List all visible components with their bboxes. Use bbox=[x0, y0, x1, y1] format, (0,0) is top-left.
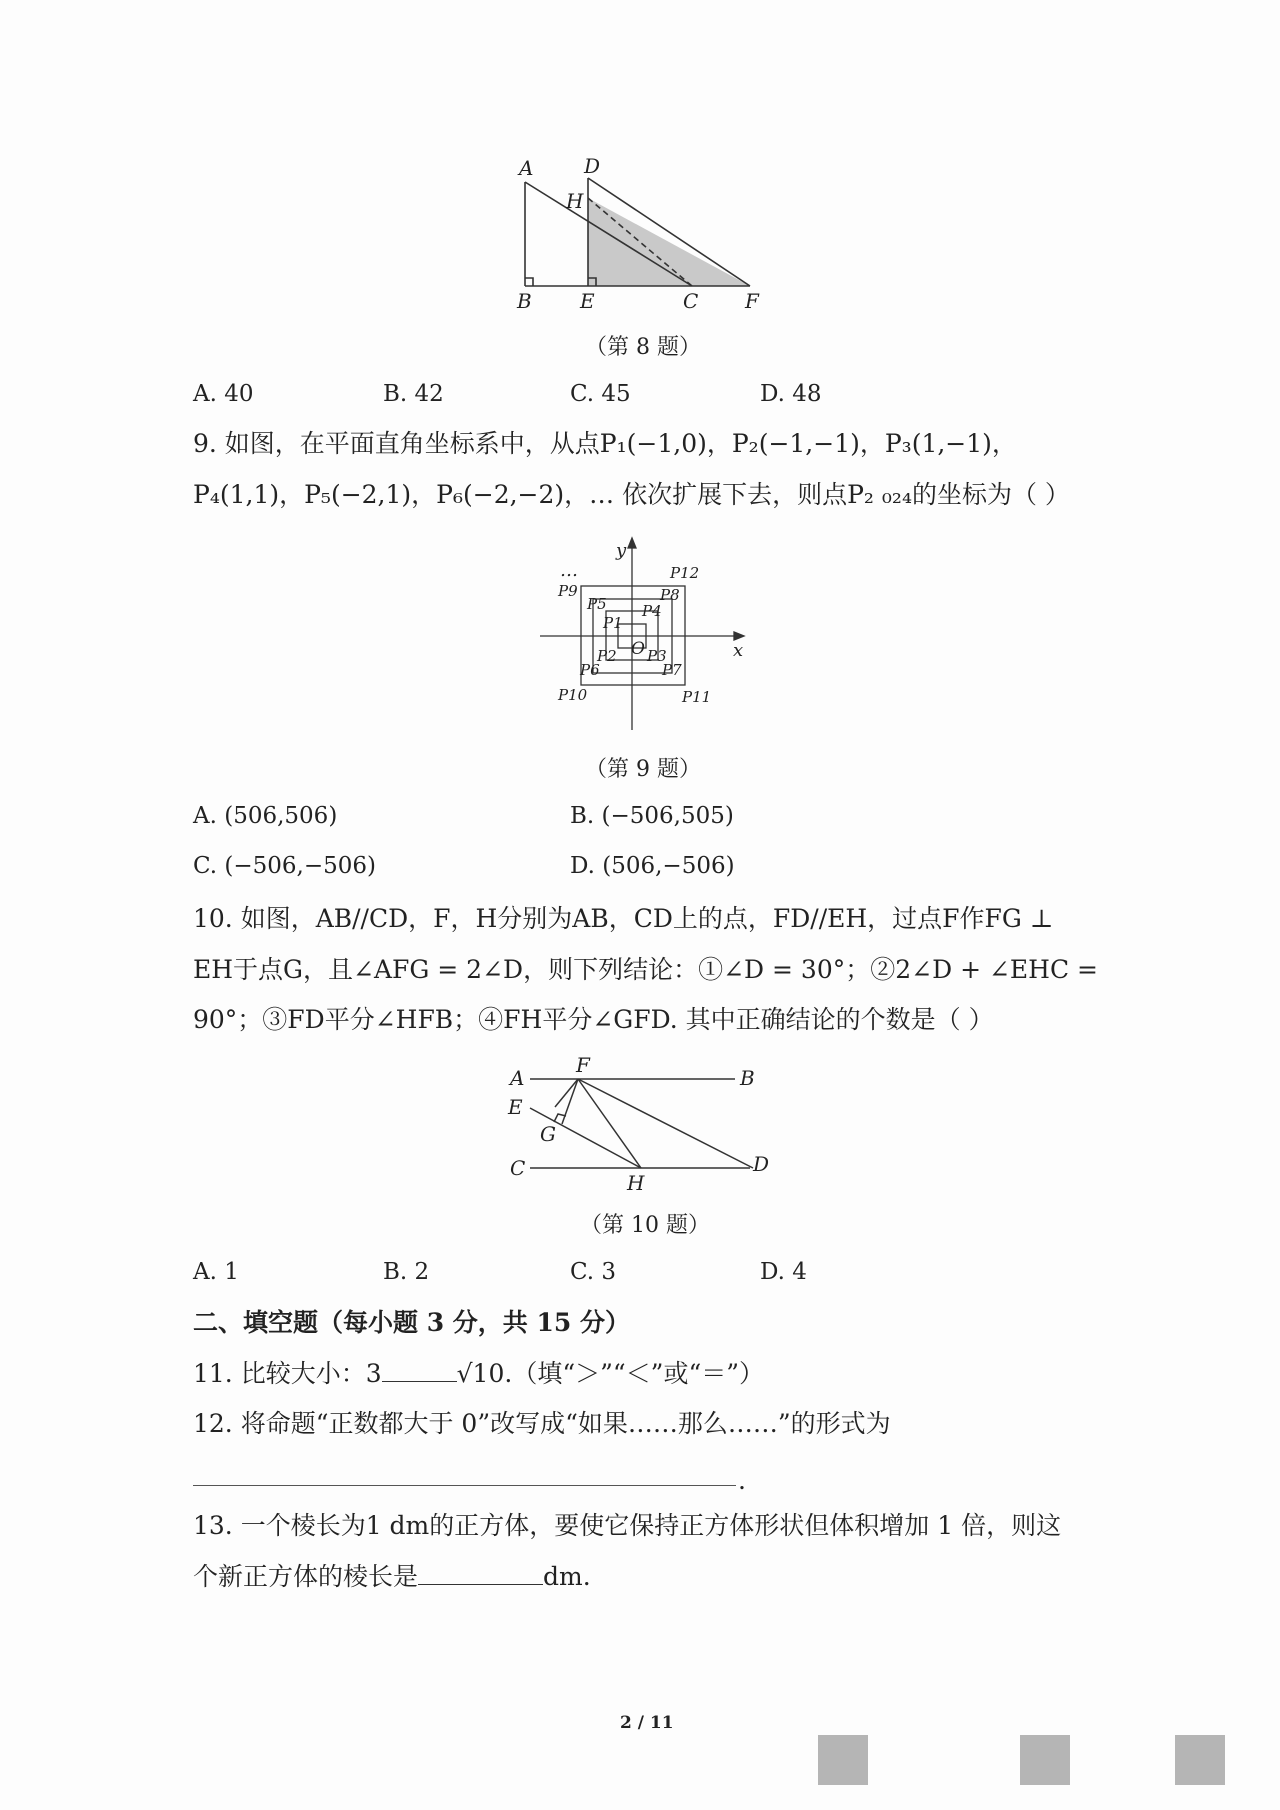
q11-prefix: 11. 比较大小：3 bbox=[193, 1359, 382, 1388]
q8-label-d: D bbox=[584, 154, 601, 178]
q9-text-line2: P₄(1,1)，P₅(−2,1)，P₆(−2,−2)，… 依次扩展下去，则点P₂ ₀₂₄的坐标为（ ） bbox=[193, 480, 1070, 509]
q8-caption: （第 8 题） bbox=[585, 335, 701, 360]
q9-label-p10: P10 bbox=[558, 686, 588, 704]
q12-answer-blank[interactable] bbox=[193, 1485, 736, 1486]
section-title: 二、填空题（每小题 3 分，共 15 分） bbox=[193, 1308, 631, 1337]
q9-label-p3: P3 bbox=[647, 647, 667, 665]
q9-figure bbox=[530, 530, 760, 740]
q12-text-line1: 12. 将命题“正数都大于 0”改写成“如果……那么……”的形式为 bbox=[193, 1409, 891, 1438]
q13-text-line2 bbox=[193, 1560, 591, 1594]
q8-label-c: C bbox=[683, 289, 699, 313]
q10-label-f: F bbox=[576, 1053, 590, 1077]
q9-label-p11: P11 bbox=[682, 688, 712, 706]
q9-label-p5: P5 bbox=[587, 595, 607, 613]
q10-label-h: H bbox=[627, 1171, 645, 1195]
q8-label-a: A bbox=[519, 156, 534, 180]
q10-option-c[interactable]: C. 3 bbox=[570, 1259, 617, 1285]
q10-label-d: D bbox=[753, 1152, 770, 1176]
q9-option-a[interactable]: A. (506,506) bbox=[193, 803, 338, 829]
q13-answer-blank[interactable] bbox=[418, 1583, 543, 1585]
q9-label-p8: P8 bbox=[660, 586, 680, 604]
q9-caption: （第 9 题） bbox=[585, 757, 701, 782]
q8-option-a[interactable]: A. 40 bbox=[193, 381, 254, 407]
q10-label-g: G bbox=[540, 1122, 556, 1146]
q9-option-c[interactable]: C. (−506,−506) bbox=[193, 853, 377, 879]
q9-label-x: x bbox=[733, 640, 744, 661]
q9-label-p7: P7 bbox=[662, 661, 682, 679]
q9-option-d[interactable]: D. (506,−506) bbox=[570, 853, 735, 879]
q10-text-line2: EH于点G，且∠AFG = 2∠D，则下列结论：①∠D = 30°；②2∠D + ∠EHC = bbox=[193, 955, 1098, 984]
q8-label-b: B bbox=[517, 289, 532, 313]
q13-suffix: dm. bbox=[543, 1562, 591, 1591]
q8-figure bbox=[500, 150, 780, 320]
q11-text bbox=[193, 1357, 764, 1391]
q8-option-c[interactable]: C. 45 bbox=[570, 381, 631, 407]
q10-option-b[interactable]: B. 2 bbox=[383, 1259, 430, 1285]
q9-label-dots: … bbox=[560, 560, 578, 581]
q8-shaded-region bbox=[588, 198, 750, 286]
q13-text-line1: 13. 一个棱长为1 dm的正方体，要使它保持正方体形状但体积增加 1 倍，则这 bbox=[193, 1511, 1062, 1540]
q10-text-line1: 10. 如图，AB//CD，F，H分别为AB，CD上的点，FD//EH，过点F作FG ⊥ bbox=[193, 904, 1054, 933]
q10-label-b: B bbox=[740, 1066, 755, 1090]
q9-label-p4: P4 bbox=[642, 602, 662, 620]
q10-option-d[interactable]: D. 4 bbox=[760, 1259, 807, 1285]
gray-block-3 bbox=[1175, 1735, 1225, 1785]
q11-answer-blank[interactable] bbox=[382, 1380, 457, 1382]
q8-option-d[interactable]: D. 48 bbox=[760, 381, 822, 407]
q10-caption: （第 10 题） bbox=[580, 1213, 710, 1238]
q8-label-h: H bbox=[566, 189, 584, 213]
q10-label-e: E bbox=[508, 1095, 523, 1119]
gray-block-2 bbox=[1020, 1735, 1070, 1785]
q9-label-y: y bbox=[616, 540, 627, 561]
q11-radical: √10 bbox=[456, 1359, 505, 1388]
q9-label-o: O bbox=[631, 639, 645, 659]
q12-end-period: . bbox=[738, 1466, 746, 1495]
q8-label-f: F bbox=[745, 289, 759, 313]
q13-prefix: 个新正方体的棱长是 bbox=[193, 1562, 419, 1591]
q9-label-p2: P2 bbox=[597, 647, 617, 665]
q9-option-b[interactable]: B. (−506,505) bbox=[570, 803, 734, 829]
q10-label-c: C bbox=[510, 1156, 526, 1180]
q10-option-a[interactable]: A. 1 bbox=[193, 1259, 239, 1285]
q9-label-p12: P12 bbox=[670, 564, 700, 582]
q11-suffix: .（填“＞”“＜”或“＝”） bbox=[504, 1359, 765, 1388]
q9-text-line1: 9. 如图，在平面直角坐标系中，从点P₁(−1,0)，P₂(−1,−1)，P₃(1,−1)， bbox=[193, 429, 1017, 458]
q10-text-line3: 90°；③FD平分∠HFB；④FH平分∠GFD. 其中正确结论的个数是（ ） bbox=[193, 1005, 994, 1034]
q8-label-e: E bbox=[580, 289, 595, 313]
q10-figure bbox=[500, 1052, 790, 1202]
q10-label-a: A bbox=[510, 1066, 525, 1090]
page-number: 2 / 11 bbox=[620, 1713, 674, 1733]
q9-label-p1: P1 bbox=[603, 614, 623, 632]
q9-label-p6: P6 bbox=[580, 661, 600, 679]
q8-option-b[interactable]: B. 42 bbox=[383, 381, 444, 407]
q9-label-p9: P9 bbox=[558, 582, 578, 600]
gray-block-1 bbox=[818, 1735, 868, 1785]
